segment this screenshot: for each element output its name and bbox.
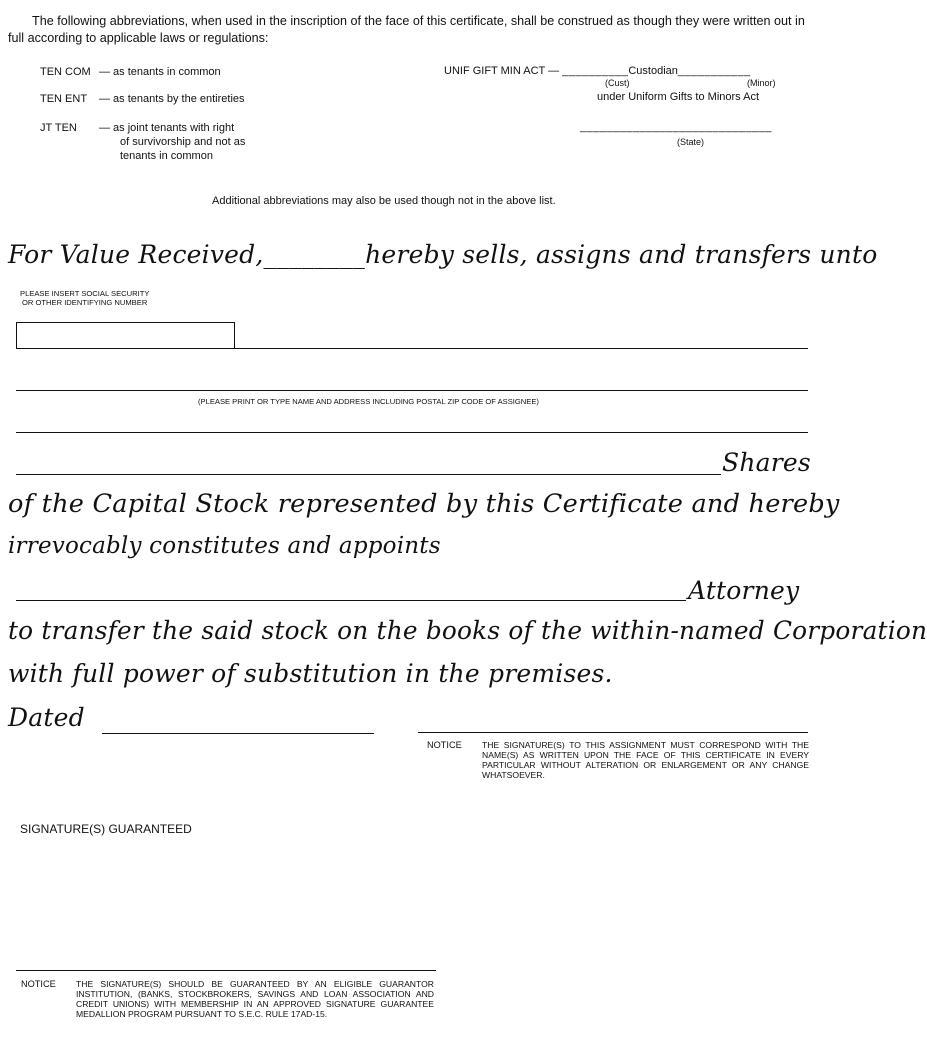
ssn-label-line1: PLEASE INSERT SOCIAL SECURITY <box>20 289 150 298</box>
irrevocably-text: irrevocably constitutes and appoints <box>8 533 441 559</box>
abbr-meaning-ten-com: — as tenants in common <box>99 66 221 78</box>
guarantor-signature-line[interactable] <box>16 970 436 971</box>
for-value-received-text: For Value Received, <box>8 240 264 269</box>
unif-gift-state-blank[interactable]: _____________________________ <box>580 121 772 133</box>
unif-gift-under-act: under Uniform Gifts to Minors Act <box>597 91 759 103</box>
unif-gift-minor-label: (Minor) <box>747 78 776 88</box>
shares-text: Shares <box>722 448 811 477</box>
unif-gift-custodian: Custodian <box>628 65 678 77</box>
seller-blank[interactable]: ________ <box>263 240 366 269</box>
notice-signature-text: THE SIGNATURE(S) TO THIS ASSIGNMENT MUST CORRESPOND WITH THE NAME(S) AS WRITTEN UPON THE FACE OF THIS CERTIFICATE IN EVERY PARTICULAR WITHOUT ALTERATION OR ENLARGEMENT OR ANY CHANGE WHATSOEVER. <box>482 740 809 780</box>
signature-line[interactable] <box>418 732 808 733</box>
abbr-meaning-ten-ent: — as tenants by the entireties <box>99 93 245 105</box>
substitution-text: with full power of substitution in the premises. <box>8 659 613 688</box>
assignee-line-2[interactable] <box>16 390 808 391</box>
dated-label: Dated <box>8 703 85 732</box>
ssn-input-box[interactable] <box>16 322 235 349</box>
abbr-code-ten-ent: TEN ENT <box>40 93 88 105</box>
abbr-code-ten-com: TEN COM <box>40 66 91 78</box>
unif-gift-prefix: UNIF GIFT MIN ACT — <box>444 65 560 77</box>
abbr-meaning-jt-ten: — as joint tenants with right <box>99 122 235 134</box>
ssn-label-line2: OR OTHER IDENTIFYING NUMBER <box>22 298 148 307</box>
abbr-code-jt-ten: JT TEN <box>40 122 77 134</box>
notice-guarantee-text: THE SIGNATURE(S) SHOULD BE GUARANTEED BY AN ELIGIBLE GUARANTOR INSTITUTION, (BANKS, STOCKBROKERS, SAVINGS AND LOAN ASSOCIATION AND CREDIT UNIONS) WITH MEMBERSHIP IN AN APPROVED SIGNATURE GUARANTEE MEDALLION PROGRAM PURSUANT TO S.E.C. RULE 17AD-15. <box>76 979 434 1019</box>
signature-guaranteed-label: SIGNATURE(S) GUARANTEED <box>20 822 192 836</box>
for-value-received-line <box>8 240 877 270</box>
notice-guarantee-label: NOTICE <box>21 979 56 989</box>
unif-gift-line <box>444 64 751 78</box>
name-address-label: (PLEASE PRINT OR TYPE NAME AND ADDRESS INCLUDING POSTAL ZIP CODE OF ASSIGNEE) <box>198 397 539 406</box>
transfer-text: to transfer the said stock on the books of the within-named Corporation <box>8 616 927 645</box>
abbr-meaning-jt-ten-line2: of survivorship and not as <box>120 136 246 148</box>
additional-abbreviations-note: Additional abbreviations may also be used though not in the above list. <box>212 195 556 207</box>
notice-signature-label: NOTICE <box>427 740 462 750</box>
unif-gift-cust-blank[interactable]: __________ <box>562 65 629 77</box>
assignee-line-1[interactable] <box>235 348 808 349</box>
capital-stock-text: of the Capital Stock represented by this Certificate and hereby <box>8 489 840 519</box>
shares-count-line[interactable] <box>16 474 721 475</box>
dated-line[interactable] <box>102 733 374 734</box>
abbr-meaning-jt-ten-line3: tenants in common <box>120 150 213 162</box>
sells-assigns-text: hereby sells, assigns and transfers unto <box>365 240 878 269</box>
unif-gift-cust-label: (Cust) <box>605 78 630 88</box>
assignee-line-3[interactable] <box>16 432 808 433</box>
unif-gift-state-label: (State) <box>677 137 705 147</box>
attorney-text: Attorney <box>688 576 800 605</box>
attorney-name-line[interactable] <box>16 600 686 601</box>
unif-gift-minor-blank[interactable]: ___________ <box>677 65 751 77</box>
intro-paragraph: The following abbreviations, when used in the inscription of the face of this certificate, shall be construed as though they were written out in full according to applicable laws or regulations: <box>8 14 805 45</box>
